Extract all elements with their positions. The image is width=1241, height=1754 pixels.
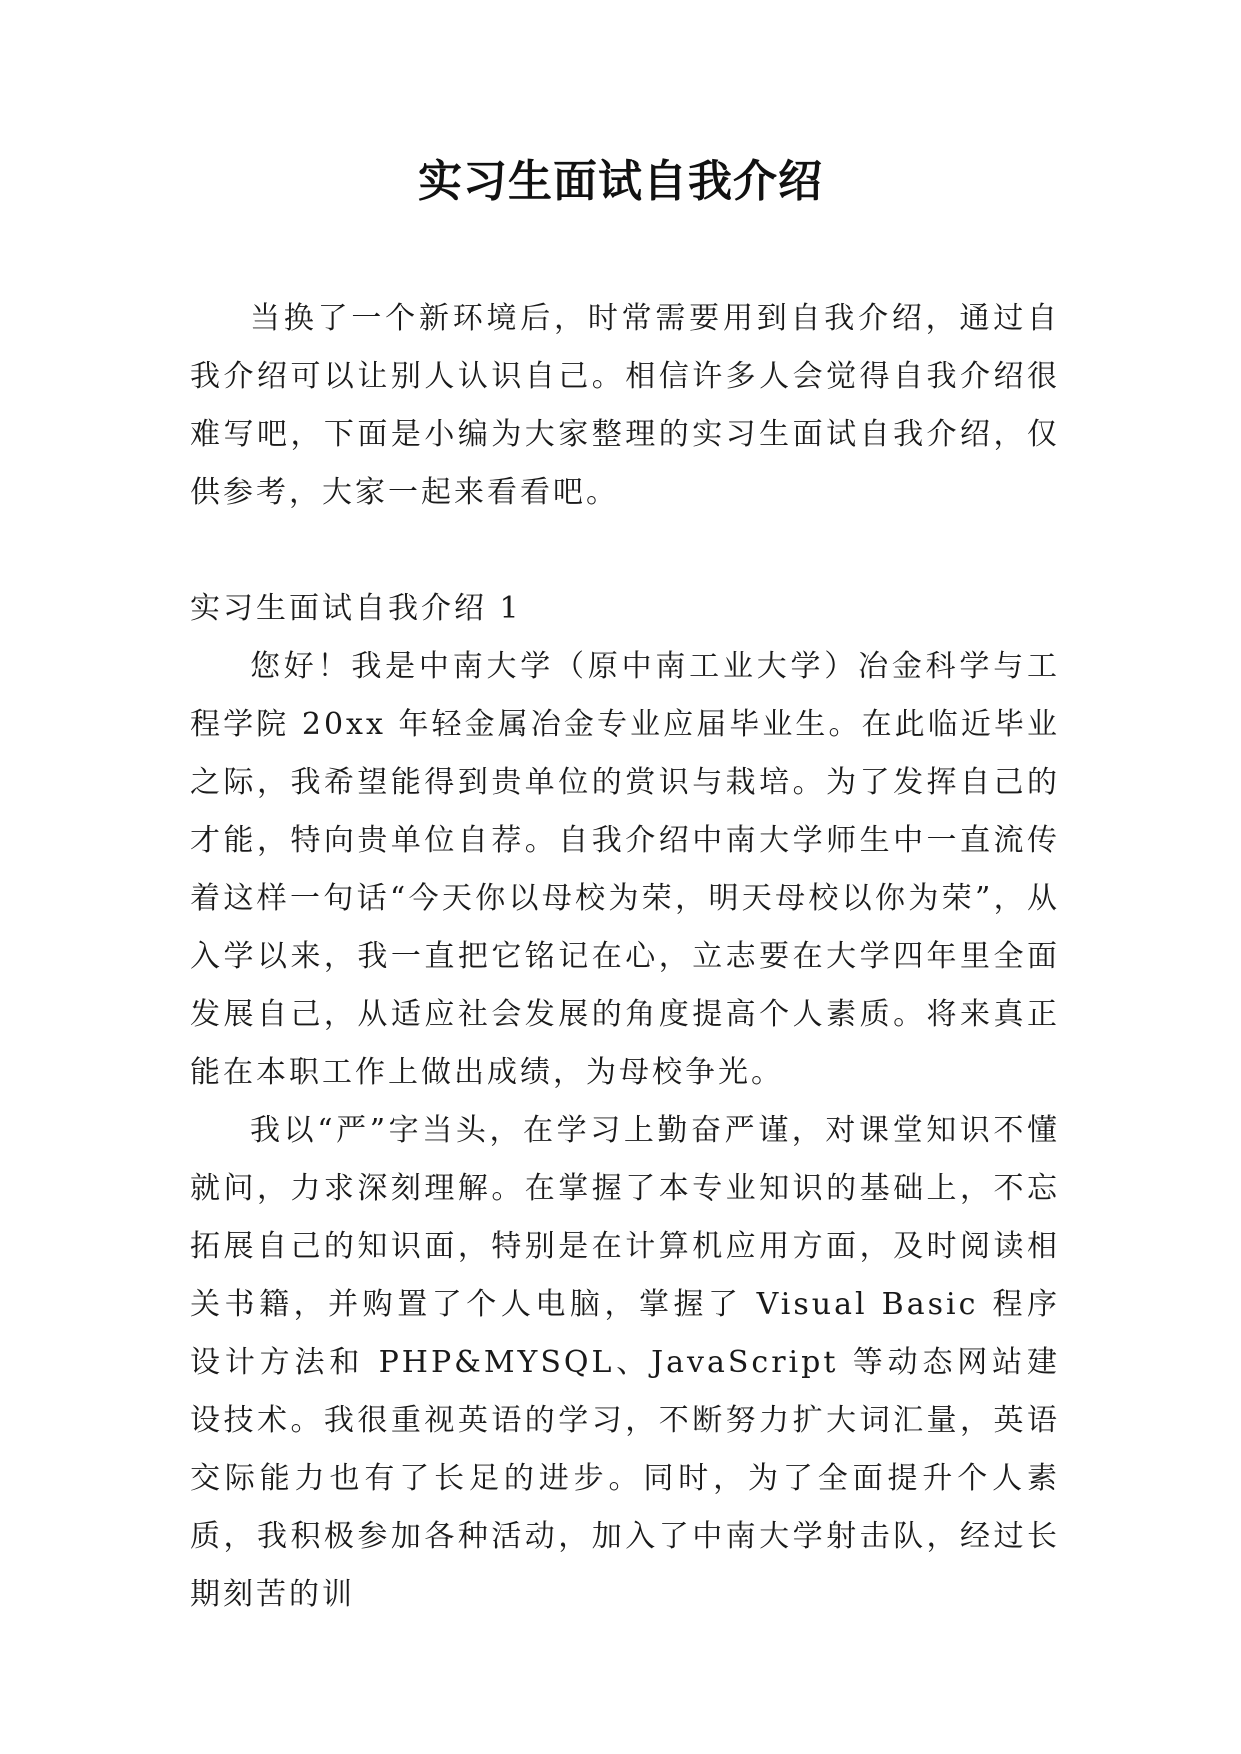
section-paragraph-2: 我以“严”字当头，在学习上勤奋严谨，对课堂知识不懂就问，力求深刻理解。在掌握了本专业知识的基础上，不忘拓展自己的知识面，特别是在计算机应用方面，及时阅读相关书籍，并购置了个人电脑，掌握了 Visual Basic 程序设计方法和 PHP&MYSQL、JavaScript 等动态网站建设技术。我很重视英语的学习，不断努力扩大词汇量，英语交际能力也有了长足的进步。同时，为了全面提升个人素质，我积极参加各种活动，加入了中南大学射击队，经过长期刻苦的训 [190, 1113, 1060, 1612]
document-title: 实习生面试自我介绍 [418, 156, 823, 207]
intro-section [190, 290, 1060, 522]
section-1 [190, 580, 1060, 1624]
intro-paragraph: 当换了一个新环境后，时常需要用到自我介绍，通过自我介绍可以让别人认识自己。相信许多人会觉得自我介绍很难写吧，下面是小编为大家整理的实习生面试自我介绍，仅供参考，大家一起来看看吧。 [190, 301, 1060, 510]
section-paragraph-1: 您好！我是中南大学（原中南工业大学）冶金科学与工程学院 20xx 年轻金属冶金专业应届毕业生。在此临近毕业之际，我希望能得到贵单位的赏识与栽培。为了发挥自己的才能，特向贵单位自荐。自我介绍中南大学师生中一直流传着这样一句话“今天你以母校为荣，明天母校以你为荣”，从入学以来，我一直把它铭记在心，立志要在大学四年里全面发展自己，从适应社会发展的角度提高个人素质。将来真正能在本职工作上做出成绩，为母校争光。 [190, 649, 1060, 1090]
section-heading: 实习生面试自我介绍 1 [190, 591, 522, 626]
